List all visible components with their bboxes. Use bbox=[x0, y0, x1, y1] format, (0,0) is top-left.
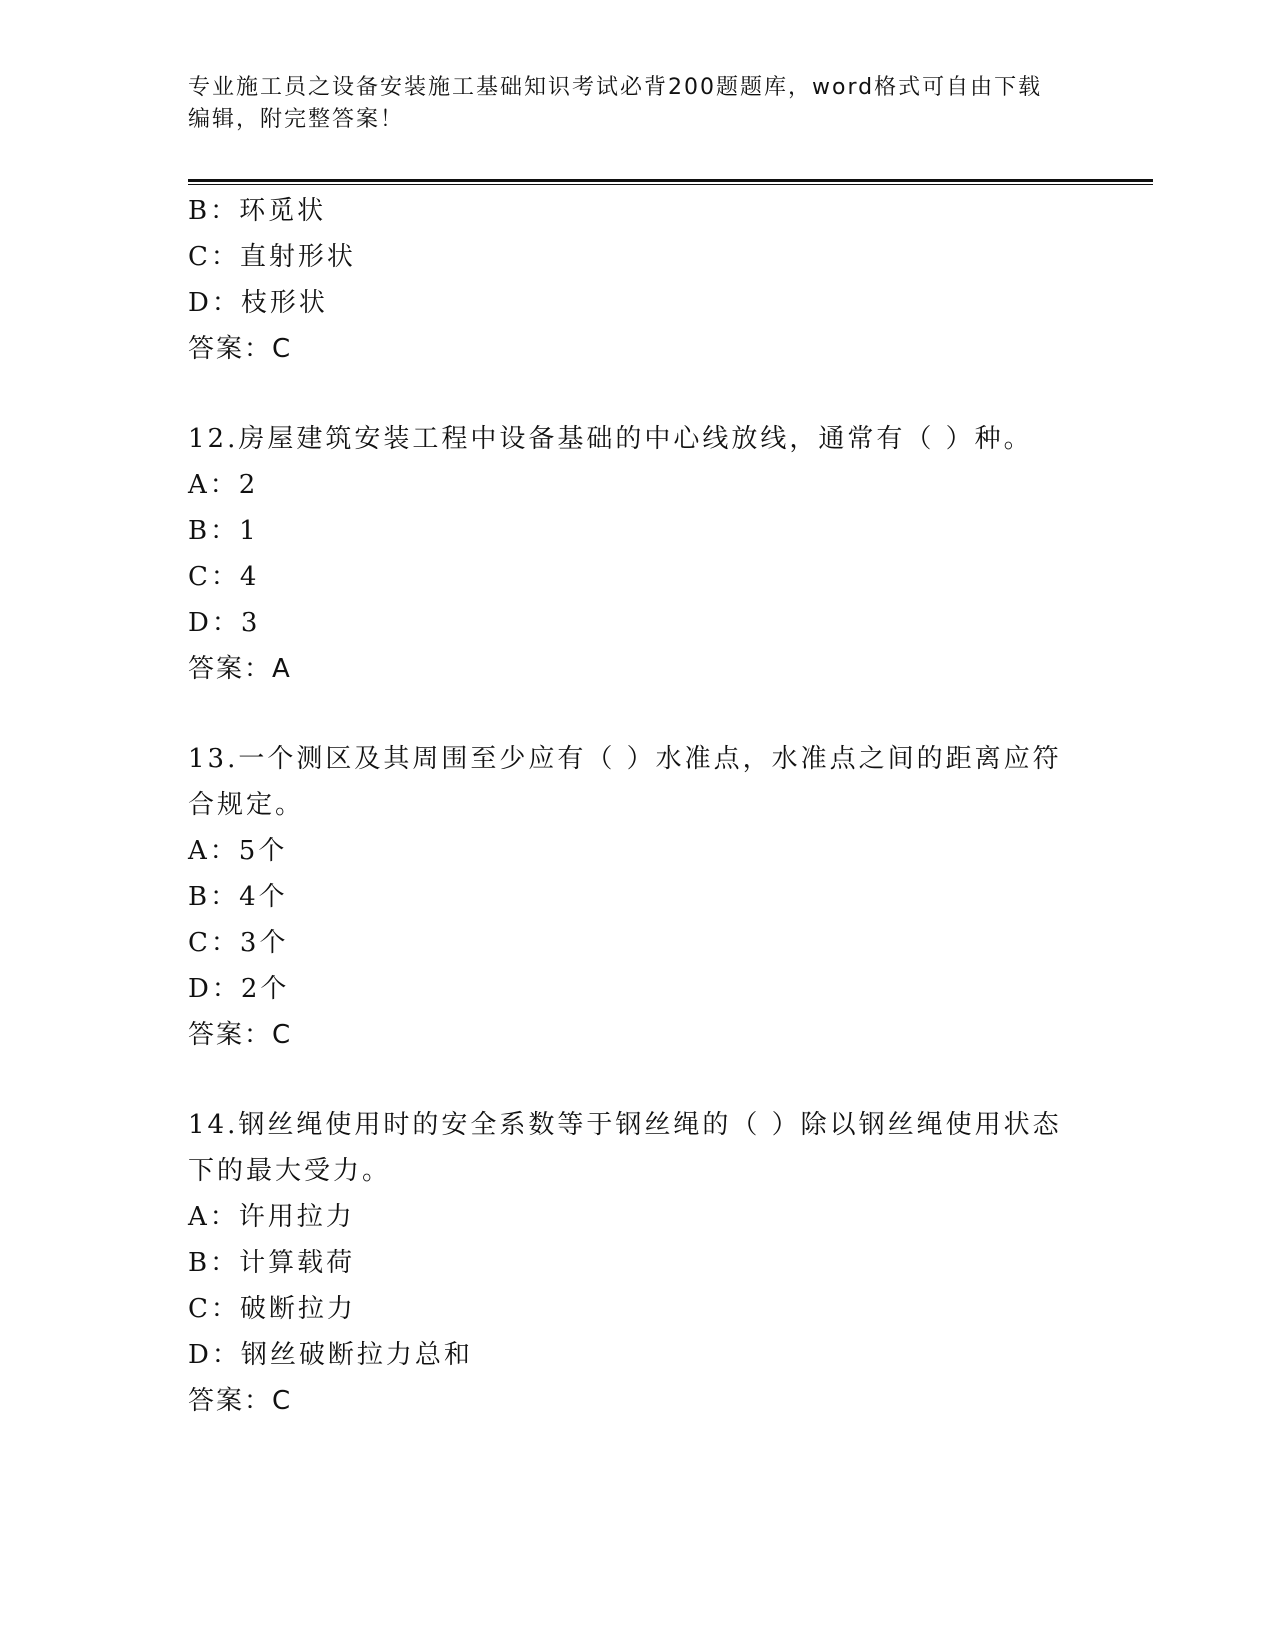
answer-line: 答案：C bbox=[188, 1386, 293, 1416]
option-label: C： bbox=[188, 928, 240, 958]
option-label: D： bbox=[188, 608, 241, 638]
option-label: B： bbox=[188, 516, 240, 546]
option-label: C： bbox=[188, 242, 240, 272]
option-label: A： bbox=[188, 470, 239, 500]
option-d bbox=[188, 280, 1068, 326]
option-b bbox=[188, 1240, 1068, 1286]
header-rule-thick bbox=[188, 179, 1153, 182]
option-c bbox=[188, 554, 1068, 600]
option-label: D： bbox=[188, 288, 241, 318]
header-rule-thin bbox=[188, 184, 1153, 185]
option-text: 枝形状 bbox=[240, 288, 328, 318]
question-13 bbox=[188, 736, 1068, 1058]
option-text: 3 bbox=[240, 608, 261, 638]
question-content bbox=[188, 188, 1068, 1424]
option-label: A： bbox=[188, 836, 239, 866]
option-c bbox=[188, 234, 1068, 280]
option-b bbox=[188, 188, 1068, 234]
option-text: 许用拉力 bbox=[238, 1202, 355, 1232]
option-text: 计算载荷 bbox=[239, 1248, 356, 1278]
option-c bbox=[188, 1286, 1068, 1332]
option-b bbox=[188, 508, 1068, 554]
option-label: B： bbox=[188, 1248, 240, 1278]
option-d bbox=[188, 966, 1068, 1012]
question-12 bbox=[188, 416, 1068, 692]
header-title-line1: 专业施工员之设备安装施工基础知识考试必背200题题库，word格式可自由下载 bbox=[188, 75, 1043, 100]
option-d bbox=[188, 1332, 1068, 1378]
option-label: A： bbox=[188, 1202, 239, 1232]
option-text: 5个 bbox=[238, 836, 288, 866]
question-14 bbox=[188, 1102, 1068, 1424]
option-text: 破断拉力 bbox=[239, 1294, 356, 1324]
option-text: 4 bbox=[239, 562, 260, 592]
option-a bbox=[188, 828, 1068, 874]
option-c bbox=[188, 920, 1068, 966]
question-11-tail bbox=[188, 188, 1068, 372]
option-text: 直射形状 bbox=[239, 242, 356, 272]
answer-line: 答案：C bbox=[188, 334, 293, 364]
option-label: D： bbox=[188, 974, 241, 1004]
option-label: D： bbox=[188, 1340, 241, 1370]
question-stem: 12.房屋建筑安装工程中设备基础的中心线放线，通常有（ ）种。 bbox=[188, 424, 1033, 454]
option-text: 3个 bbox=[239, 928, 289, 958]
option-label: B： bbox=[188, 882, 240, 912]
option-label: B： bbox=[188, 196, 240, 226]
option-text: 2个 bbox=[240, 974, 290, 1004]
option-d bbox=[188, 600, 1068, 646]
header-title-line2: 编辑，附完整答案！ bbox=[188, 107, 405, 132]
question-stem: 13.一个测区及其周围至少应有（ ）水准点，水准点之间的距离应符合规定。 bbox=[188, 744, 1062, 820]
question-stem: 14.钢丝绳使用时的安全系数等于钢丝绳的（ ）除以钢丝绳使用状态下的最大受力。 bbox=[188, 1110, 1062, 1186]
option-text: 钢丝破断拉力总和 bbox=[240, 1340, 473, 1370]
option-label: C： bbox=[188, 562, 240, 592]
answer-line: 答案：A bbox=[188, 654, 292, 684]
option-text: 4个 bbox=[239, 882, 288, 912]
option-text: 1 bbox=[239, 516, 259, 546]
option-label: C： bbox=[188, 1294, 240, 1324]
option-a bbox=[188, 462, 1068, 508]
option-text: 2 bbox=[238, 470, 259, 500]
option-text: 环觅状 bbox=[239, 196, 327, 226]
answer-line: 答案：C bbox=[188, 1020, 293, 1050]
option-a bbox=[188, 1194, 1068, 1240]
option-b bbox=[188, 874, 1068, 920]
document-header bbox=[188, 72, 1088, 136]
